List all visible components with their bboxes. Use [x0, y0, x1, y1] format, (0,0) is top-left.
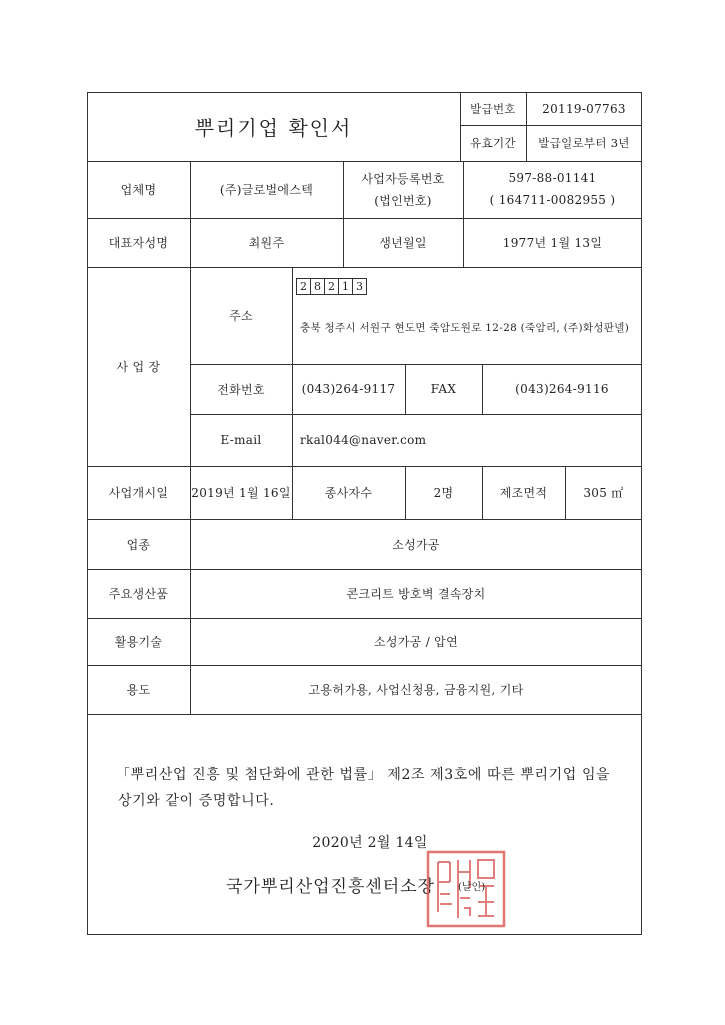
site-label: 사 업 장: [116, 360, 161, 374]
address: 충북 청주시 서원구 현도면 죽암도원로 12-28 (죽암리, (주)화성판넬): [300, 321, 630, 334]
corpno: ( 164711-0082955 ): [489, 193, 616, 207]
declaration-line-2: 상기와 같이 증명합니다.: [118, 793, 275, 809]
issue-no-label: 발급번호: [470, 101, 516, 116]
document-title: 뿌리기업 확인서: [194, 116, 353, 140]
regno-label: 사업자등록번호: [361, 171, 445, 186]
email-label: E-mail: [220, 433, 262, 447]
zip-digit: 2: [324, 278, 339, 295]
employees-label: 종사자수: [324, 486, 373, 500]
birth-label: 생년월일: [379, 236, 427, 250]
seal-label: (날인): [458, 882, 486, 893]
issuer-name: 국가뿌리산업진흥센터소장: [226, 877, 436, 897]
zip-digit: 1: [338, 278, 353, 295]
zip-code-boxes: [296, 278, 366, 295]
start-date: 2019년 1월 16일: [191, 486, 291, 500]
tech-label: 활용기술: [114, 635, 163, 649]
validity: 발급일로부터 3년: [538, 136, 630, 150]
rep-label: 대표자성명: [108, 236, 169, 250]
zip-digit: 2: [296, 278, 311, 295]
issue-date: 2020년 2월 14일: [312, 835, 428, 851]
fax: (043)264-9116: [515, 382, 609, 396]
product-label: 주요생산품: [108, 587, 169, 601]
phone-label: 전화번호: [217, 382, 265, 397]
company-name-label: 업체명: [120, 183, 157, 197]
area: 305 ㎡: [583, 486, 624, 500]
tech: 소성가공 / 압연: [374, 635, 458, 649]
zip-digit: 8: [310, 278, 325, 295]
company-name: (주)글로벌에스텍: [219, 183, 314, 197]
fax-label: FAX: [430, 382, 457, 396]
zip-digit: 3: [352, 278, 367, 295]
email: rkal044@naver.com: [300, 433, 427, 447]
area-label: 제조면적: [499, 486, 548, 500]
start-date-label: 사업개시일: [108, 486, 169, 500]
declaration-line-1: 「뿌리산업 진흥 및 첨단화에 관한 법률」 제2조 제3호에 따른 뿌리기업 임을: [116, 767, 611, 783]
rep-name: 최원주: [248, 236, 285, 250]
address-label: 주소: [229, 309, 253, 323]
employees: 2명: [433, 486, 454, 500]
use: 고용허가용, 사업신청용, 금융지원, 기타: [308, 683, 524, 697]
birth-date: 1977년 1월 13일: [502, 236, 603, 250]
industry-label: 업종: [126, 537, 151, 552]
row-line: [87, 714, 642, 715]
corpno-label: (법인번호): [374, 193, 432, 208]
regno: 597-88-01141: [508, 171, 597, 185]
product: 콘크리트 방호벽 결속장치: [346, 587, 486, 601]
industry: 소성가공: [392, 537, 440, 552]
use-label: 용도: [126, 683, 151, 697]
validity-label: 유효기간: [470, 136, 516, 150]
issue-no: 20119-07763: [542, 101, 626, 116]
phone: (043)264-9117: [301, 382, 396, 396]
